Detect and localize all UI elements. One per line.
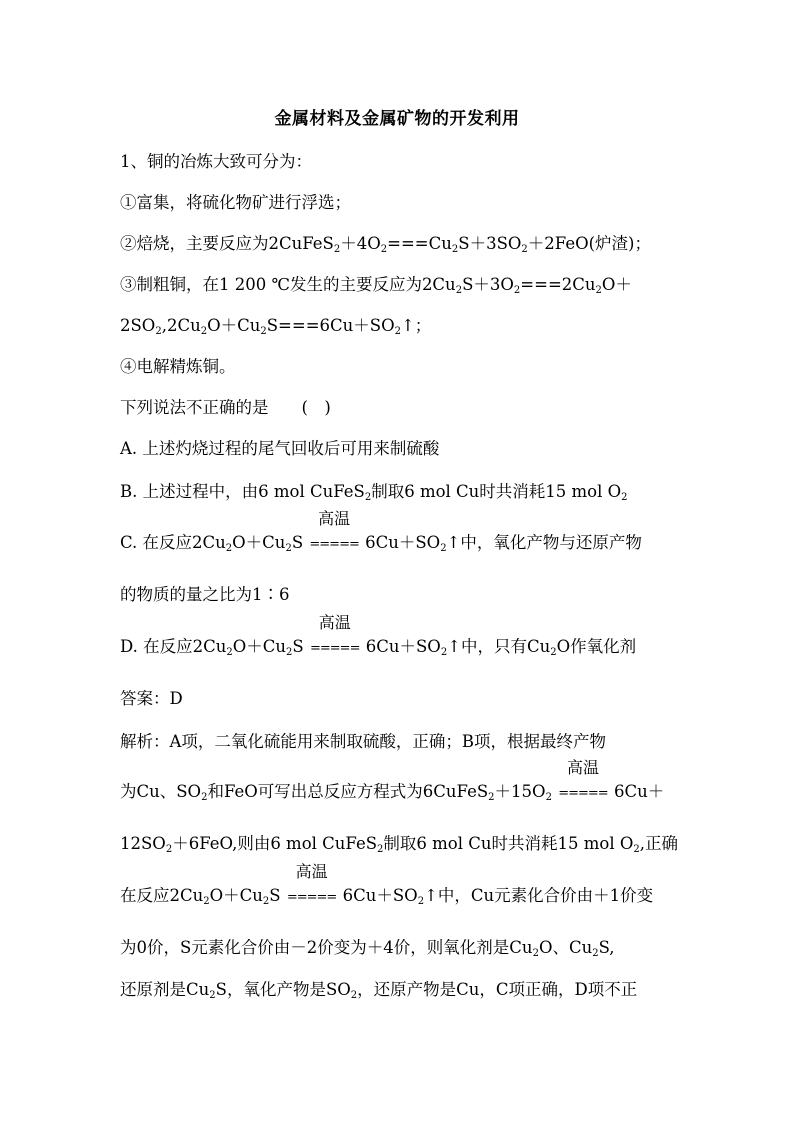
option-c-continued: 的物质的量之比为1∶6 <box>120 585 290 604</box>
option-a: A. 上述灼烧过程的尾气回收后可用来制硫酸 <box>120 439 440 458</box>
question-stem: 下列说法不正确的是 ( ) <box>120 398 331 417</box>
reaction-condition: 高温 ===== <box>309 509 359 552</box>
step-1: ①富集，将硫化物矿进行浮选； <box>120 193 351 212</box>
step-4: ④电解精炼铜。 <box>120 357 236 376</box>
page-title: 金属材料及金属矿物的开发利用 <box>274 109 520 129</box>
answer: 答案：D <box>120 689 183 708</box>
step-3-continued: $2SO_2,2Cu_2O+Cu_2S===6Cu+SO_2↑$； <box>120 316 432 337</box>
option-c: C. 在反应$2Cu_2O+Cu_2S$ 高温 ===== $6Cu+SO_2↑$中，氧化产物与还原产物 <box>120 509 642 554</box>
explanation-line-5: 为0价，S元素化合价由－2价变为＋4价，则氧化剂是$Cu_2O$、$Cu_2S$, <box>120 938 615 959</box>
explanation-line-1: 解析：A项，二氧化硫能用来制取硫酸，正确；B项，根据最终产物 <box>120 732 607 751</box>
question-intro: 1、铜的冶炼大致可分为： <box>120 152 312 171</box>
option-b: B. 上述过程中，由6 mol CuFeS$_2$制取6 mol Cu时共消耗15 mol $O_2$ <box>120 482 628 503</box>
explanation-line-2: 为Cu、$SO_2$和FeO可写出总反应方程式为$6CuFeS_2+15O_2$ 高温 ===== 6Cu＋ <box>120 758 665 803</box>
option-d: D. 在反应$2Cu_2O+Cu_2S$ 高温 ===== $6Cu+SO_2↑$中，只有$Cu_2O$作氧化剂 <box>120 613 637 658</box>
reaction-condition: 高温 ===== <box>310 613 360 656</box>
explanation-line-4: 在反应$2Cu_2O+Cu_2S$ 高温 ===== $6Cu+SO_2↑$中，Cu元素化合价由＋1价变 <box>120 862 654 907</box>
reaction-condition: 高温 ===== <box>558 758 608 801</box>
step-3: ③制粗铜，在1 200 ℃发生的主要反应为$2Cu_2S+3O_2===2Cu_2O+$ <box>120 275 632 296</box>
explanation-line-6: 还原剂是$Cu_2S$，氧化产物是$SO_2$，还原产物是Cu，C项正确，D项不正 <box>120 980 638 1001</box>
step-2: ②焙烧，主要反应为$2CuFeS_2+4O_2===Cu_2S+3SO_2+2FeO$(炉渣)； <box>120 234 651 255</box>
explanation-line-3: $12SO_2+6FeO$,则由6 mol CuFeS$_2$制取6 mol Cu时共消耗15 mol $O_2$,正确 <box>120 834 678 855</box>
reaction-condition: 高温 ===== <box>286 862 337 905</box>
